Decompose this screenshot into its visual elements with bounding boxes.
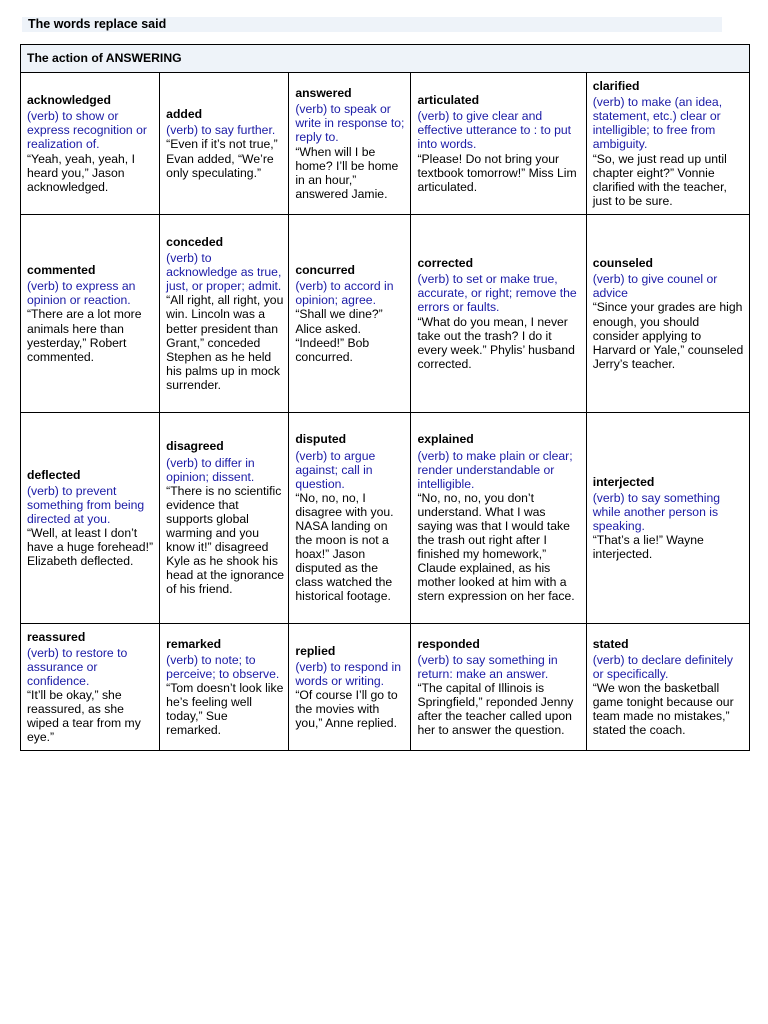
word-term: reassured bbox=[27, 629, 86, 644]
word-term: articulated bbox=[417, 93, 480, 108]
word-term: explained bbox=[417, 432, 474, 447]
table-row bbox=[21, 413, 750, 624]
word-example: “That’s a lie!” Wayne interjected. bbox=[592, 533, 704, 562]
word-entry-cell bbox=[160, 215, 289, 413]
word-definition: (verb) to differ in opinion; dissent. bbox=[166, 455, 255, 484]
word-example: “Tom doesn’t look like he’s feeling well today,” Sue remarked. bbox=[166, 680, 284, 738]
word-term: disputed bbox=[295, 432, 347, 447]
word-definition: (verb) to make (an idea, statement, etc.) clear or intelligible; to free from ambiguity. bbox=[592, 95, 723, 152]
word-definition: (verb) to show or express recognition or realization of. bbox=[27, 109, 147, 152]
word-definition: (verb) to express an opinion or reaction. bbox=[27, 279, 136, 308]
word-term: responded bbox=[417, 636, 480, 651]
word-example: “Since your grades are high enough, you should consider applying to Harvard or Yale,” counseled Jerry’s teacher. bbox=[592, 300, 744, 371]
word-entry-cell bbox=[411, 413, 586, 624]
word-definition: (verb) to restore to assurance or confidence. bbox=[27, 645, 128, 688]
page-header bbox=[22, 17, 722, 32]
word-example: “We won the basketball game tonight because our team made no mistakes,” stated the coach. bbox=[592, 680, 734, 738]
word-entry-cell bbox=[289, 215, 411, 413]
table-row bbox=[21, 73, 750, 215]
word-entry-cell bbox=[21, 624, 160, 751]
word-definition: (verb) to speak or write in response to; reply to. bbox=[295, 102, 405, 145]
word-definition: (verb) to respond in words or writing. bbox=[295, 659, 402, 688]
word-entry-cell bbox=[21, 73, 160, 215]
table-row bbox=[21, 624, 750, 751]
word-entry-cell bbox=[289, 413, 411, 624]
word-example: “So, we just read up until chapter eight?” Vonnie clarified with the teacher, just to be sure. bbox=[592, 151, 727, 208]
word-entry-cell bbox=[160, 413, 289, 624]
word-entry-cell bbox=[21, 215, 160, 413]
word-definition: (verb) to say further. bbox=[166, 123, 276, 138]
word-definition: (verb) to give clear and effective utterance to : to put into words. bbox=[417, 109, 572, 152]
page-title: The words replace said bbox=[28, 17, 167, 31]
word-definition: (verb) to give counel or advice bbox=[592, 272, 718, 301]
word-term: interjected bbox=[592, 474, 655, 489]
word-example: “No, no, no, I disagree with you. NASA landing on the moon is not a hoax!” Jason disputed as the class watched the historical footage. bbox=[295, 490, 394, 604]
word-entry-cell bbox=[289, 624, 411, 751]
word-example: “All right, all right, you win. Lincoln was a better president than Grant,” conceded Stephen as he held his palms up in mock surrender. bbox=[166, 293, 284, 392]
word-term: clarified bbox=[592, 79, 640, 94]
word-entry-cell bbox=[160, 624, 289, 751]
word-term: added bbox=[166, 107, 203, 122]
word-definition: (verb) to note; to perceive; to observe. bbox=[166, 652, 280, 681]
word-entry-cell bbox=[411, 73, 586, 215]
word-example: “No, no, no, you don’t understand. What I was saying was that I would take the trash out right after I finished my homework,” Claude explained, as his mother looked at him with a stern expression on her face. bbox=[417, 490, 575, 604]
word-entry-cell bbox=[586, 413, 749, 624]
word-term: concurred bbox=[295, 263, 355, 278]
word-definition: (verb) to set or make true, accurate, or right; remove the errors or faults. bbox=[417, 272, 577, 315]
word-definition: (verb) to prevent something from being directed at you. bbox=[27, 483, 145, 526]
word-entry-cell bbox=[289, 73, 411, 215]
word-example: “Of course I’ll go to the movies with you,” Anne replied. bbox=[295, 688, 398, 731]
word-example: “The capital of Illinois is Springfield,” reponded Jenny after the teacher called upon her to answer the question. bbox=[417, 680, 574, 738]
table-row bbox=[21, 215, 750, 413]
word-example: “It’ll be okay,” she reassured, as she wiped a tear from my eye.” bbox=[27, 688, 141, 745]
word-term: deflected bbox=[27, 467, 81, 482]
word-definition: (verb) to declare definitely or specifically. bbox=[592, 652, 733, 681]
word-example: “Yeah, yeah, yeah, I heard you,” Jason acknowledged. bbox=[27, 151, 135, 194]
word-definition: (verb) to make plain or clear; render understandable or intelligible. bbox=[417, 448, 573, 491]
word-entry-cell bbox=[586, 73, 749, 215]
word-definition: (verb) to say something while another person is speaking. bbox=[592, 490, 721, 533]
word-definition: (verb) to accord in opinion; agree. bbox=[295, 279, 394, 308]
word-term: remarked bbox=[166, 636, 222, 651]
vocabulary-table-body bbox=[21, 45, 750, 751]
section-title: The action of ANSWERING bbox=[21, 45, 750, 73]
word-entry-cell bbox=[411, 215, 586, 413]
word-entry-cell bbox=[411, 624, 586, 751]
word-example: “Please! Do not bring your textbook tomorrow!” Miss Lim articulated. bbox=[417, 151, 577, 194]
word-term: stated bbox=[592, 636, 629, 651]
word-definition: (verb) to say something in return: make an answer. bbox=[417, 652, 558, 681]
word-definition: (verb) to acknowledge as true, just, or proper; admit. bbox=[166, 251, 282, 294]
word-term: answered bbox=[295, 86, 352, 101]
word-entry-cell bbox=[586, 624, 749, 751]
word-term: disagreed bbox=[166, 439, 224, 454]
word-example: “Shall we dine?” Alice asked. “Indeed!” Bob concurred. bbox=[295, 307, 383, 364]
word-term: replied bbox=[295, 643, 336, 658]
word-term: counseled bbox=[592, 256, 653, 271]
word-term: commented bbox=[27, 263, 96, 278]
word-example: “Well, at least I don’t have a huge forehead!” Elizabeth deflected. bbox=[27, 526, 154, 569]
word-entry-cell bbox=[160, 73, 289, 215]
word-term: acknowledged bbox=[27, 93, 111, 108]
word-term: conceded bbox=[166, 234, 224, 249]
section-title-row bbox=[21, 45, 750, 73]
word-example: “Even if it’s not true,” Evan added, “We’re only speculating.” bbox=[166, 137, 278, 180]
word-example: “When will I be home? I’ll be home in an hour,” answered Jamie. bbox=[295, 144, 399, 201]
word-term: corrected bbox=[417, 256, 474, 271]
vocabulary-table bbox=[20, 44, 750, 751]
word-example: “There are a lot more animals here than yesterday,” Robert commented. bbox=[27, 307, 142, 364]
word-example: “There is no scientific evidence that supports global warming and you know it!” disagreed Kyle as he shook his head at the ignorance of his friend. bbox=[166, 483, 285, 597]
word-entry-cell bbox=[21, 413, 160, 624]
word-definition: (verb) to argue against; call in question. bbox=[295, 448, 376, 491]
word-example: “What do you mean, I never take out the trash? I do it every week.” Phylis’ husband corrected. bbox=[417, 314, 575, 371]
word-entry-cell bbox=[586, 215, 749, 413]
